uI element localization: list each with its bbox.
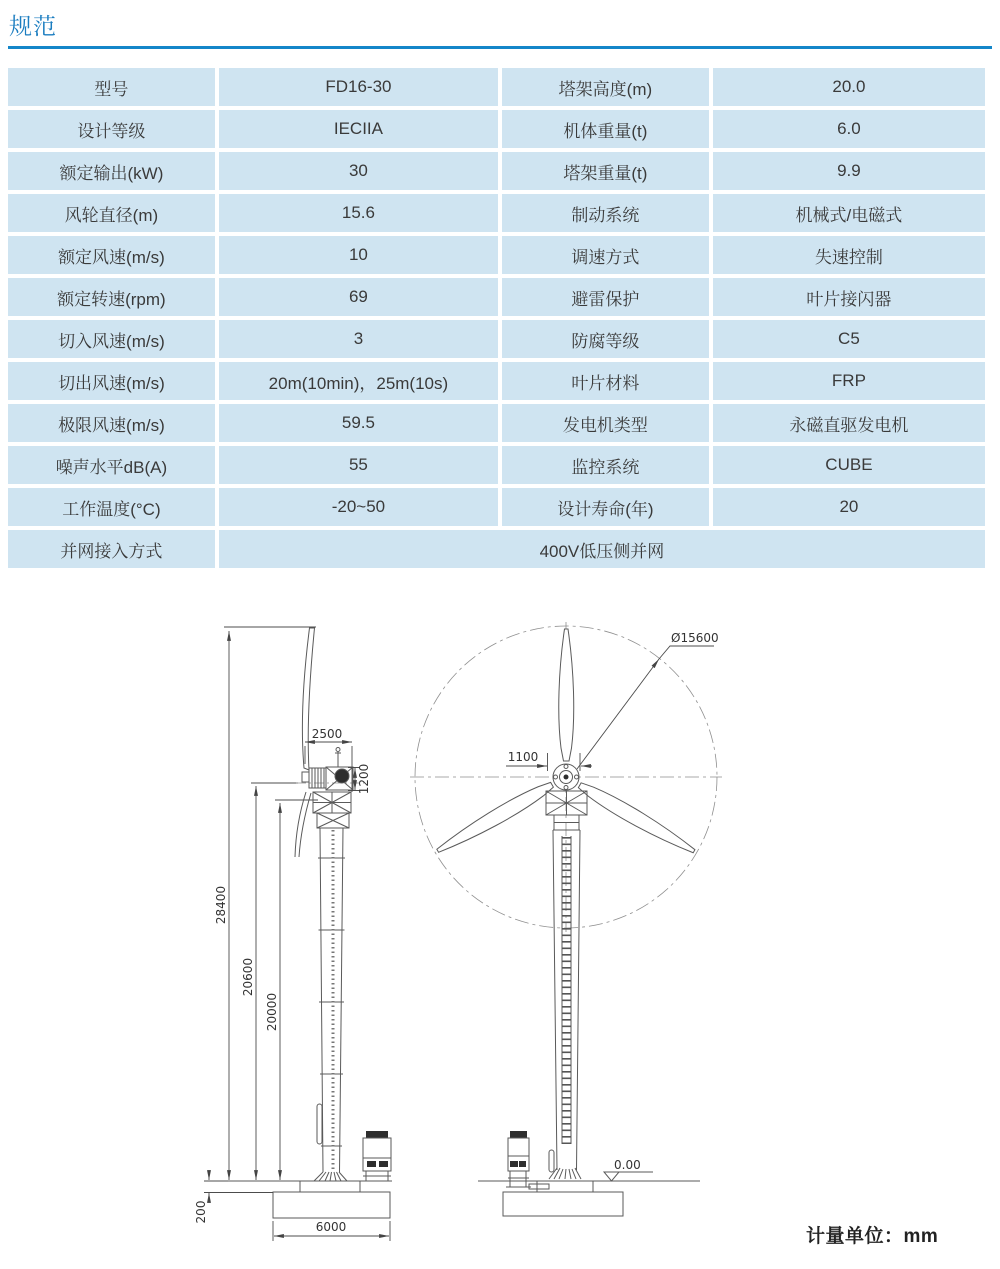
spec-value-cell: 30 [219, 152, 498, 190]
front-view-drawing [410, 622, 722, 1216]
spec-label-cell: 切出风速(m/s) [8, 362, 215, 400]
spec-label-cell: 设计等级 [8, 110, 215, 148]
side-foundation [273, 1192, 390, 1218]
spec-value-cell: C5 [713, 320, 985, 358]
dim-foundation-depth-label: 200 [194, 1200, 209, 1224]
table-row [8, 194, 985, 232]
spec-label-cell: 型号 [8, 68, 215, 106]
spec-label-cell: 发电机类型 [502, 404, 709, 442]
side-blade [302, 628, 314, 770]
spec-value-cell: -20~50 [219, 488, 498, 526]
table-row [8, 236, 985, 274]
spec-label-cell: 额定输出(kW) [8, 152, 215, 190]
level-marker [604, 1172, 653, 1181]
spec-value-cell: 机械式/电磁式 [713, 194, 985, 232]
spec-label-cell: 设计寿命(年) [502, 488, 709, 526]
dim-rotor-diameter-label: Ø15600 [671, 631, 719, 645]
spec-label-cell: 额定风速(m/s) [8, 236, 215, 274]
table-row [8, 404, 985, 442]
spec-label-cell: 塔架高度(m) [502, 68, 709, 106]
spec-value-cell: 6.0 [713, 110, 985, 148]
spec-label-cell: 塔架重量(t) [502, 152, 709, 190]
table-row [8, 278, 985, 316]
front-foundation [503, 1192, 623, 1216]
side-control-cabinet [363, 1131, 391, 1181]
spec-label-cell: 风轮直径(m) [8, 194, 215, 232]
spec-value-cell: 10 [219, 236, 498, 274]
table-row [8, 362, 985, 400]
table-row [8, 110, 985, 148]
spec-label-cell: 并网接入方式 [8, 530, 215, 568]
spec-label-cell: 极限风速(m/s) [8, 404, 215, 442]
spec-value-cell: FRP [713, 362, 985, 400]
spec-value-cell: 叶片接闪器 [713, 278, 985, 316]
spec-value-cell: 20.0 [713, 68, 985, 106]
spec-label-cell: 调速方式 [502, 236, 709, 274]
spec-label-cell: 机体重量(t) [502, 110, 709, 148]
spec-label-cell: 切入风速(m/s) [8, 320, 215, 358]
dim-tower-height-label: 20000 [265, 992, 280, 1032]
side-tower [313, 792, 351, 1181]
table-row-grid-connection [8, 530, 985, 568]
spec-value-cell: IECIIA [219, 110, 498, 148]
page-title: 规范 [9, 13, 57, 39]
spec-label-cell: 监控系统 [502, 446, 709, 484]
dim-nacelle-length-label: 2500 [311, 727, 343, 741]
spec-value-cell: 15.6 [219, 194, 498, 232]
ground-level-label: 0.00 [614, 1158, 641, 1172]
dim-total-height-label: 28400 [214, 885, 229, 925]
spec-value-cell: 20m(10min)，25m(10s) [219, 362, 498, 400]
spec-value-cell: FD16-30 [219, 68, 498, 106]
dim-nacelle-height-label: 1200 [357, 763, 372, 795]
spec-value-cell: CUBE [713, 446, 985, 484]
spec-table [4, 64, 989, 572]
dim-foundation-width-label: 6000 [315, 1220, 347, 1234]
side-nacelle [309, 748, 353, 791]
spec-label-cell: 避雷保护 [502, 278, 709, 316]
spec-label-cell: 额定转速(rpm) [8, 278, 215, 316]
spec-value-cell: 69 [219, 278, 498, 316]
front-control-cabinet [506, 1131, 549, 1189]
spec-value-cell: 3 [219, 320, 498, 358]
turbine-drawings [0, 600, 1000, 1255]
spec-value-cell: 400V低压侧并网 [219, 530, 985, 568]
spec-value-cell: 20 [713, 488, 985, 526]
title-rule [8, 46, 992, 49]
dim-hub-width-label: 1100 [507, 750, 539, 764]
front-hub [553, 764, 579, 790]
spec-label-cell: 工作温度(°C) [8, 488, 215, 526]
spec-value-cell: 55 [219, 446, 498, 484]
spec-value-cell: 9.9 [713, 152, 985, 190]
table-row [8, 68, 985, 106]
spec-label-cell: 噪声水平dB(A) [8, 446, 215, 484]
front-tower [546, 791, 587, 1179]
front-blade [559, 629, 574, 761]
spec-label-cell: 防腐等级 [502, 320, 709, 358]
table-row [8, 320, 985, 358]
spec-value-cell: 59.5 [219, 404, 498, 442]
dim-hub-height-label: 20600 [241, 957, 256, 997]
side-view-drawing [194, 627, 392, 1241]
spec-label-cell: 制动系统 [502, 194, 709, 232]
spec-value-cell: 永磁直驱发电机 [713, 404, 985, 442]
table-row [8, 488, 985, 526]
unit-note: 计量单位：mm [806, 1226, 939, 1247]
table-row [8, 446, 985, 484]
table-row [8, 152, 985, 190]
spec-value-cell: 失速控制 [713, 236, 985, 274]
spec-label-cell: 叶片材料 [502, 362, 709, 400]
